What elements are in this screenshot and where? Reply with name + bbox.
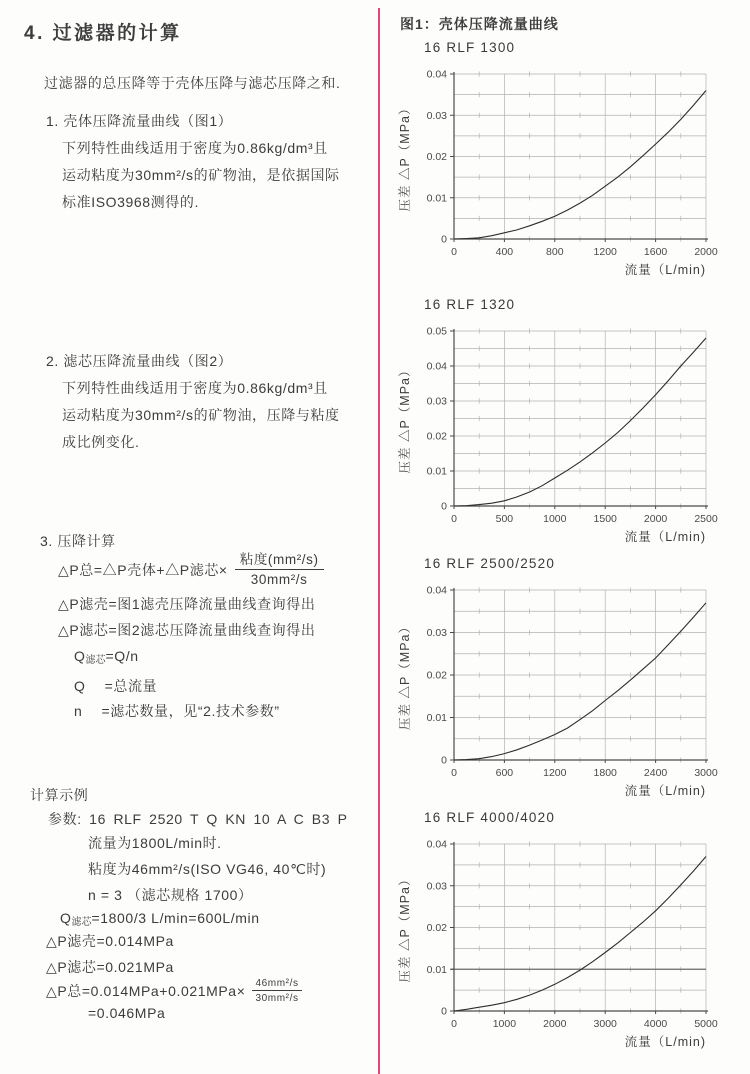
section-1-line: 下列特性曲线适用于密度为0.86kg/dm³且 bbox=[62, 140, 328, 156]
svg-text:400: 400 bbox=[495, 246, 514, 258]
section-2 bbox=[46, 348, 340, 456]
example-total-formula bbox=[46, 978, 302, 1004]
chart-title: 16 RLF 1300 bbox=[424, 40, 516, 55]
svg-text:0: 0 bbox=[441, 1005, 447, 1018]
example-conditions bbox=[88, 830, 326, 908]
column-divider-line bbox=[378, 8, 380, 1074]
svg-text:0.01: 0.01 bbox=[426, 963, 447, 976]
svg-text:2000: 2000 bbox=[694, 246, 718, 258]
svg-text:1200: 1200 bbox=[543, 767, 567, 779]
chart-title: 16 RLF 2500/2520 bbox=[424, 556, 556, 571]
chart-svg bbox=[398, 60, 748, 283]
svg-text:0.03: 0.03 bbox=[426, 395, 447, 408]
svg-text:0.04: 0.04 bbox=[426, 584, 447, 597]
total-numerator: 46mm²/s bbox=[252, 978, 301, 991]
section-1-line: 运动粘度为30mm²/s的矿物油，是依据国际 bbox=[62, 167, 340, 183]
svg-text:流量（L/min): 流量（L/min) bbox=[624, 1035, 706, 1049]
example-flow-line: 流量为1800L/min时. bbox=[88, 835, 222, 851]
svg-text:5000: 5000 bbox=[694, 1018, 718, 1030]
example-dp-lines bbox=[46, 928, 174, 980]
svg-text:0: 0 bbox=[441, 754, 447, 767]
svg-text:0.04: 0.04 bbox=[426, 68, 447, 81]
formula-numerator: 粘度(mm²/s) bbox=[235, 552, 324, 570]
svg-text:2400: 2400 bbox=[643, 767, 668, 779]
example-viscosity-line: 粘度为46mm²/s(ISO VG46, 40℃时) bbox=[88, 861, 327, 877]
svg-text:流量（L/min): 流量（L/min) bbox=[624, 263, 706, 277]
example-dp-element: △P滤芯=0.021MPa bbox=[46, 959, 174, 975]
chart-plot bbox=[398, 317, 748, 550]
formula-prefix: △P总=△P壳体+△P滤芯× bbox=[58, 561, 228, 578]
svg-text:0.03: 0.03 bbox=[426, 880, 447, 893]
chart-16-rlf-1320 bbox=[398, 297, 748, 550]
page-title: 4. 过滤器的计算 bbox=[24, 23, 182, 44]
section-2-heading: 2. 滤芯压降流量曲线（图2） bbox=[46, 353, 233, 369]
svg-text:1500: 1500 bbox=[593, 513, 617, 525]
example-n-line: n = 3 （滤芯规格 1700） bbox=[88, 887, 253, 903]
chart-16-rlf-4000-4020 bbox=[398, 810, 748, 1055]
section-3-definitions bbox=[74, 644, 280, 725]
svg-text:0: 0 bbox=[441, 233, 447, 246]
svg-text:流量（L/min): 流量（L/min) bbox=[624, 530, 706, 544]
chart-svg bbox=[398, 576, 748, 804]
section-1-line: 标准ISO3968测得的. bbox=[62, 194, 199, 210]
chart-16-rlf-1300 bbox=[398, 40, 748, 283]
svg-text:0.01: 0.01 bbox=[426, 465, 447, 478]
svg-text:2500: 2500 bbox=[694, 513, 718, 525]
svg-text:3000: 3000 bbox=[593, 1018, 617, 1030]
svg-text:压差 △P（MPa）: 压差 △P（MPa） bbox=[398, 101, 412, 212]
chart-svg bbox=[398, 830, 748, 1055]
section-3-lookup-lines bbox=[58, 592, 315, 643]
svg-text:压差 △P（MPa）: 压差 △P（MPa） bbox=[398, 363, 412, 474]
total-denominator: 30mm²/s bbox=[255, 993, 299, 1004]
svg-text:800: 800 bbox=[546, 246, 564, 258]
section-3-heading: 3. 压降计算 bbox=[40, 533, 116, 549]
chart-plot bbox=[398, 60, 748, 283]
svg-text:流量（L/min): 流量（L/min) bbox=[624, 784, 706, 798]
chart-title: 16 RLF 1320 bbox=[424, 297, 516, 312]
section-1 bbox=[46, 108, 340, 216]
section-1-heading: 1. 壳体压降流量曲线（图1） bbox=[46, 113, 233, 129]
section-2-line: 运动粘度为30mm²/s的矿物油，压降与粘度 bbox=[62, 407, 340, 423]
svg-text:0.04: 0.04 bbox=[426, 838, 447, 851]
figure-header: 图1：壳体压降流量曲线 bbox=[400, 16, 559, 32]
svg-text:0.03: 0.03 bbox=[426, 109, 447, 122]
svg-text:0: 0 bbox=[451, 1018, 457, 1030]
svg-text:1000: 1000 bbox=[492, 1018, 517, 1030]
example-q-line: $Q_{滤芯}=1800/3$ L/min=600L/min bbox=[60, 910, 260, 928]
svg-text:4000: 4000 bbox=[643, 1018, 668, 1030]
dp-element-line: △P滤芯=图2滤芯压降流量曲线查询得出 bbox=[58, 621, 316, 638]
q-definition: Q =总流量 bbox=[74, 677, 158, 694]
svg-text:0.02: 0.02 bbox=[426, 669, 447, 682]
q-subscript: 滤芯 bbox=[71, 917, 92, 928]
section-2-line: 成比例变化. bbox=[62, 434, 140, 450]
chart-plot bbox=[398, 576, 748, 804]
chart-svg bbox=[398, 317, 748, 550]
svg-text:0.01: 0.01 bbox=[426, 192, 447, 205]
svg-text:压差 △P（MPa）: 压差 △P（MPa） bbox=[398, 872, 412, 983]
dp-housing-line: △P滤壳=图1滤壳压降流量曲线查询得出 bbox=[58, 596, 316, 612]
total-prefix: △P总=0.014MPa+0.021MPa× bbox=[46, 983, 246, 999]
svg-text:0.02: 0.02 bbox=[426, 922, 447, 934]
intro-text: 过滤器的总压降等于壳体压降与滤芯压降之和. bbox=[44, 75, 341, 91]
example-heading: 计算示例 bbox=[30, 787, 89, 803]
example-total-result: =0.046MPa bbox=[88, 1005, 166, 1021]
svg-text:2000: 2000 bbox=[543, 1018, 567, 1030]
svg-text:1200: 1200 bbox=[593, 246, 617, 258]
svg-text:0: 0 bbox=[451, 767, 457, 779]
svg-text:3000: 3000 bbox=[694, 767, 718, 779]
n-definition: n =滤芯数量，见“2.技术参数” bbox=[74, 703, 280, 719]
svg-text:压差 △P（MPa）: 压差 △P（MPa） bbox=[398, 619, 412, 731]
svg-text:0.05: 0.05 bbox=[426, 325, 447, 338]
svg-text:1000: 1000 bbox=[543, 513, 567, 525]
svg-text:0.01: 0.01 bbox=[426, 712, 447, 724]
section-2-line: 下列特性曲线适用于密度为0.86kg/dm³且 bbox=[62, 380, 328, 396]
svg-text:600: 600 bbox=[495, 767, 514, 779]
svg-text:0: 0 bbox=[441, 500, 447, 513]
svg-text:0: 0 bbox=[451, 246, 457, 258]
formula-fraction bbox=[235, 552, 324, 587]
svg-text:500: 500 bbox=[495, 513, 514, 525]
svg-text:0.02: 0.02 bbox=[426, 430, 447, 443]
svg-text:0.04: 0.04 bbox=[426, 360, 447, 373]
svg-text:0.02: 0.02 bbox=[426, 151, 447, 163]
chart-title: 16 RLF 4000/4020 bbox=[424, 810, 556, 825]
pressure-formula bbox=[58, 552, 324, 587]
svg-text:1800: 1800 bbox=[593, 767, 617, 779]
q-element-line: $Q_{滤芯}=Q/n$ bbox=[74, 648, 139, 666]
svg-text:1600: 1600 bbox=[643, 246, 668, 258]
chart-plot bbox=[398, 830, 748, 1055]
svg-text:0: 0 bbox=[451, 513, 457, 525]
total-fraction bbox=[252, 978, 301, 1004]
q-subscript: 滤芯 bbox=[85, 655, 106, 666]
svg-text:2000: 2000 bbox=[643, 513, 668, 525]
example-dp-housing: △P滤壳=0.014MPa bbox=[46, 933, 174, 949]
svg-text:0.03: 0.03 bbox=[426, 627, 447, 639]
example-param-line: 参数: 16 RLF 2520 T Q KN 10 A C B3 P bbox=[48, 811, 348, 827]
formula-denominator: 30mm²/s bbox=[250, 572, 308, 587]
chart-16-rlf-2500-2520 bbox=[398, 556, 748, 804]
